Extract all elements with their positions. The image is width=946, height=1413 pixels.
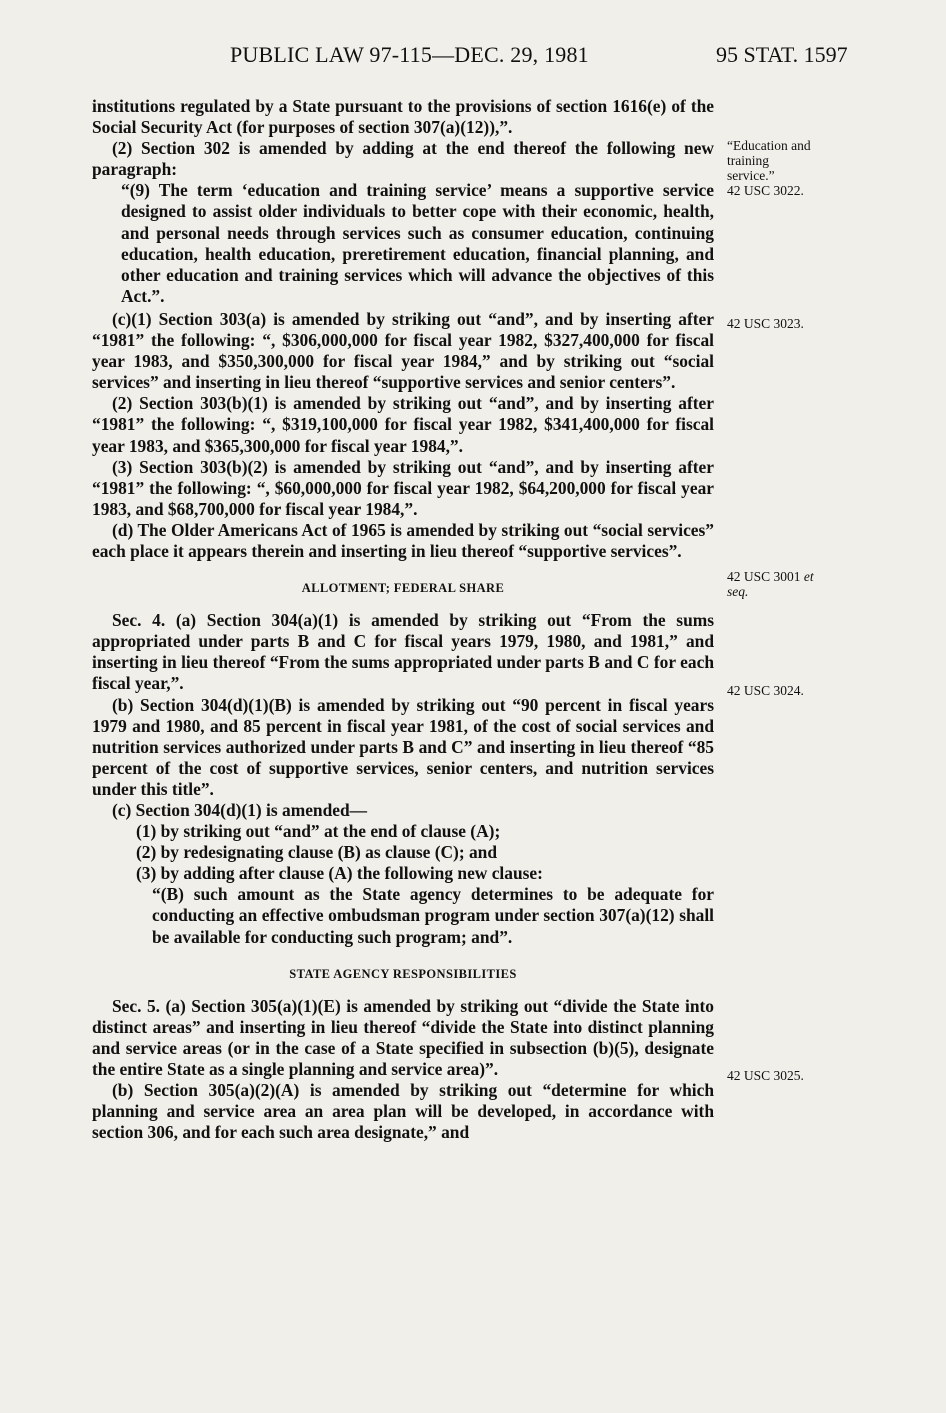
- paragraph-sec-5-b: (b) Section 305(a)(2)(A) is amended by striking out “determine for which planning and service area an area plan will be developed, in accordance with section 306, and for each such area designate,” and: [92, 1080, 714, 1143]
- document-body: [92, 96, 714, 1143]
- paragraph-sec-4-b: (b) Section 304(d)(1)(B) is amended by striking out “90 percent in fiscal years 1979 and 1980, and 85 percent in fiscal year 1981, of the cost of social services and nutrition services authorized under parts B and C” and inserting in lieu thereof “85 percent of the cost of supportive services, senior centers, and nutrition services under this title”.: [92, 694, 714, 799]
- margin-note-usc-3022: 42 USC 3022.: [727, 183, 804, 198]
- paragraph-sec-4-c: (c) Section 304(d)(1) is amended—: [112, 800, 368, 820]
- margin-note-usc-3001: 42 USC 3001 et seq.: [727, 569, 814, 599]
- paragraph-sec-4-a: Sec. 4. (a) Section 304(a)(1) is amended by striking out “From the sums appropriated under parts B and C for fiscal years 1979, 1980, and 1981,” and inserting in lieu thereof “From the sums appropriated under parts B and C for each fiscal year,”.: [92, 610, 714, 694]
- section-heading-allotment: ALLOTMENT; FEDERAL SHARE: [301, 581, 505, 596]
- clause-1: (1) by striking out “and” at the end of clause (A);: [136, 821, 501, 842]
- margin-note-education-training: “Education and training service.” 42 USC 3022.: [727, 138, 847, 198]
- paragraph-continuation: institutions regulated by a State pursuant to the provisions of section 1616(e) of the Social Security Act (for purposes of section 307(a)(12)),”.: [92, 96, 714, 138]
- statute-page-number: 95 STAT. 1597: [716, 42, 848, 67]
- running-header-title: PUBLIC LAW 97-115—DEC. 29, 1981: [230, 42, 589, 67]
- paragraph-sec-5-a: Sec. 5. (a) Section 305(a)(1)(E) is amended by striking out “divide the State into distinct areas” and inserting in lieu thereof “divide the State into distinct planning and service areas (or in the case of a State specified in subsection (b)(5), designate the entire State as a single planning and service area)”.: [92, 995, 714, 1080]
- paragraph-c-1: (c)(1) Section 303(a) is amended by striking out “and”, and by inserting after “1981” the following: “, $306,000,000 for fiscal year 1982, $327,400,000 for fiscal year 1983, and $350,300,000 for fiscal year 1984,” and by striking out “social services” and inserting in lieu thereof “supportive services and senior centers”.: [92, 308, 714, 393]
- paragraph-c-2: (2) Section 303(b)(1) is amended by striking out “and”, and by inserting after “1981” the following: “, $319,100,000 for fiscal year 1982, $341,400,000 for fiscal year 1983, and $365,300,000 for fiscal year 1984,”.: [92, 393, 714, 456]
- paragraph-c-3: (3) Section 303(b)(2) is amended by striking out “and”, and by inserting after “1981” the following: “, $60,000,000 for fiscal year 1982, $64,200,000 for fiscal year 1983, and $68,700,000 for fiscal year 1984,”.: [92, 456, 714, 519]
- margin-note-usc-3023: 42 USC 3023.: [727, 316, 804, 331]
- paragraph-section-302: (2) Section 302 is amended by adding at the end thereof the following new paragraph:: [92, 138, 714, 180]
- clause-3: (3) by adding after clause (A) the following new clause:: [136, 863, 543, 884]
- margin-note-usc-3025: 42 USC 3025.: [727, 1068, 804, 1083]
- clause-2: (2) by redesignating clause (B) as clause (C); and: [136, 842, 498, 863]
- paragraph-definition-9: “(9) The term ‘education and training service’ means a supportive service designed to assist older individuals to better cope with their economic, health, and personal needs through services such as consumer education, continuing education, health education, preretirement education, financial planning, and other education and training services which will advance the objectives of this Act.”.: [121, 180, 714, 306]
- margin-note-usc-3024: 42 USC 3024.: [727, 683, 804, 698]
- clause-b-quote: “(B) such amount as the State agency determines to be adequate for conducting an effective ombudsman program under section 307(a)(12) shall be available for conducting such program; and”.: [152, 884, 714, 947]
- section-heading-state-agency: STATE AGENCY RESPONSIBILITIES: [289, 966, 517, 981]
- paragraph-d: (d) The Older Americans Act of 1965 is amended by striking out “social services” each place it appears therein and inserting in lieu thereof “supportive services”.: [92, 519, 714, 561]
